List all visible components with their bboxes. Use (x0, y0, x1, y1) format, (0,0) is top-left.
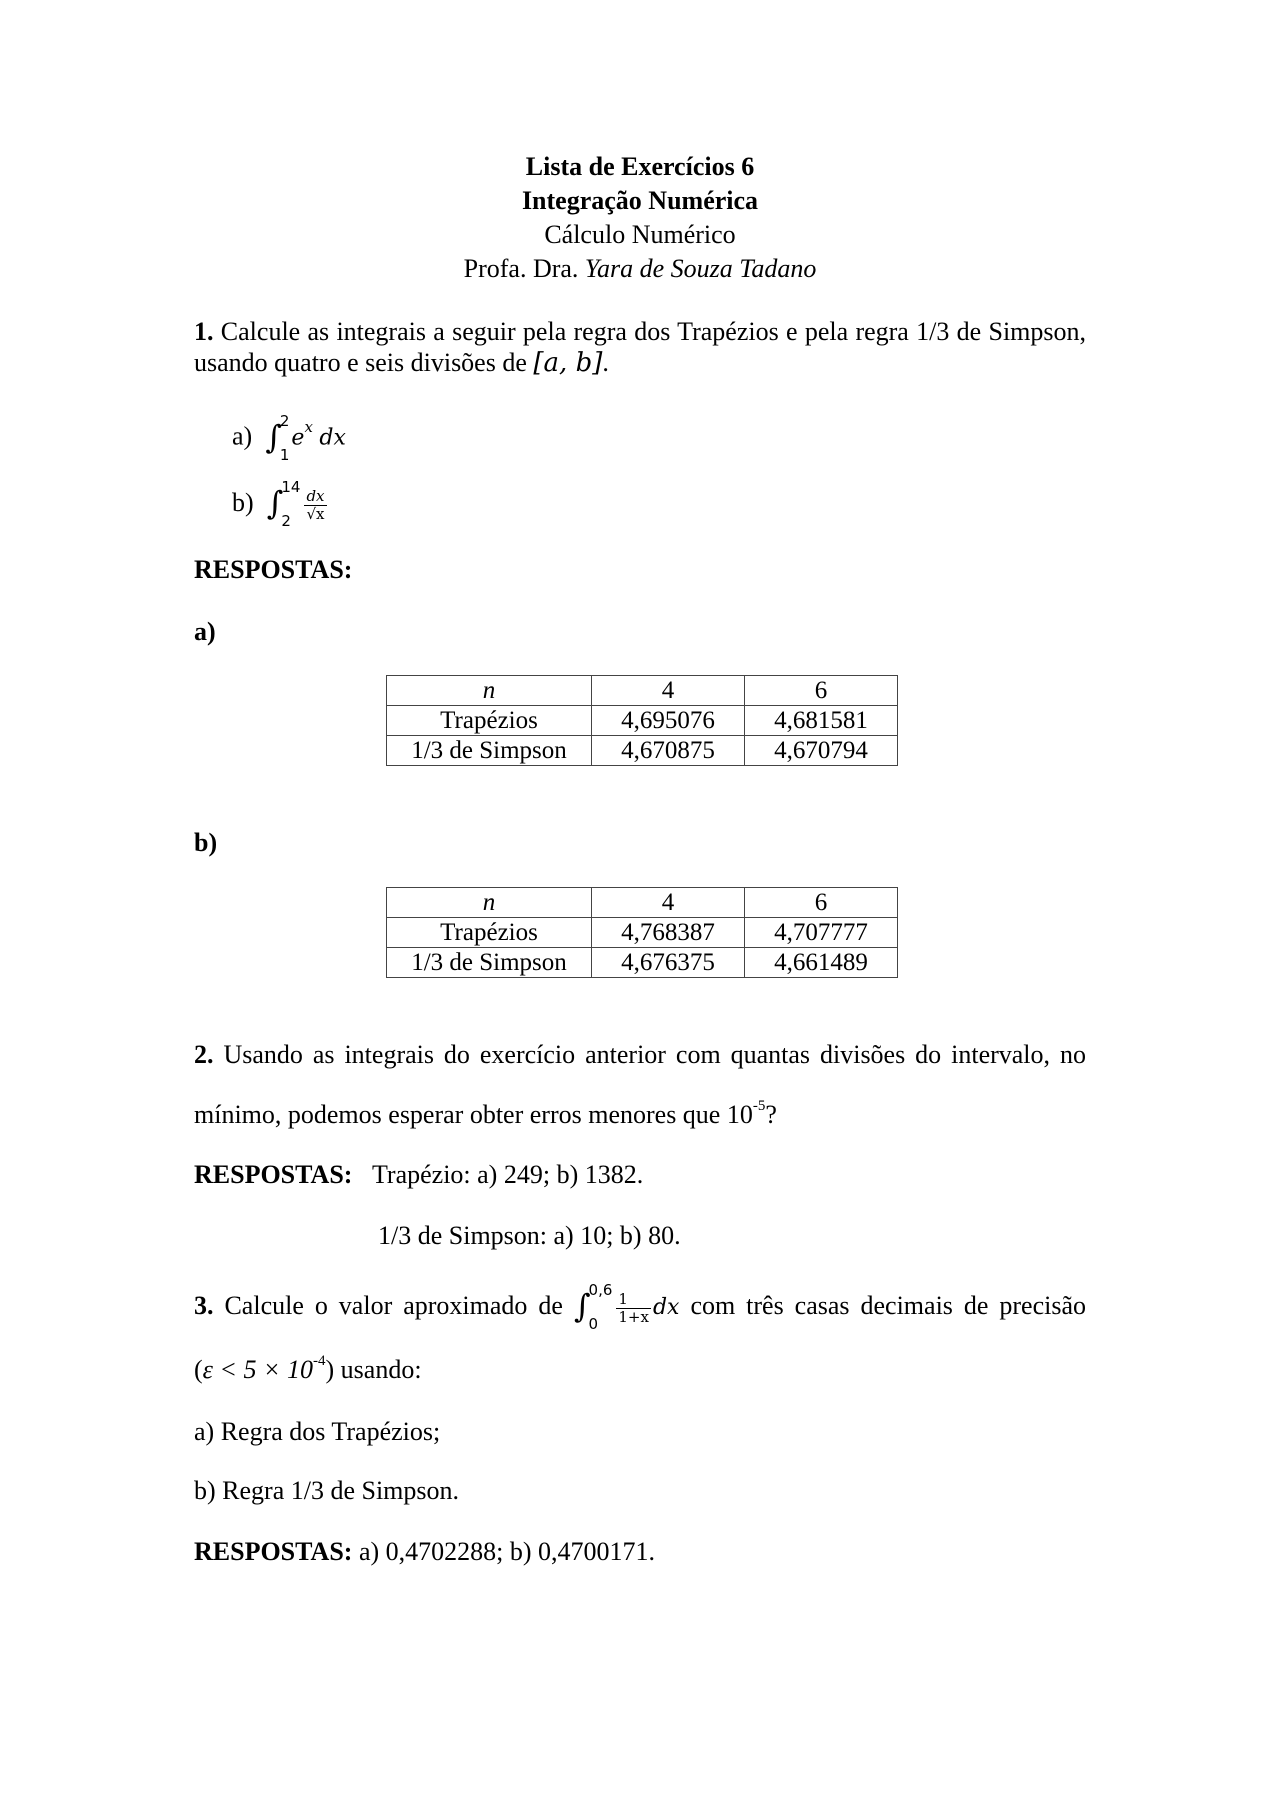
interval-a-b: [a, b] (533, 348, 603, 378)
results-table-a (386, 675, 898, 766)
integral-limits (588, 1281, 613, 1334)
epsilon-condition: ε < 5 × 10 (202, 1355, 314, 1384)
exercise-1-item-a (232, 410, 1124, 464)
professor-prefix: Profa. Dra. (463, 254, 579, 283)
exercise-3-item-b: b) Regra 1/3 de Simpson. (194, 1476, 460, 1505)
table-row (387, 918, 898, 948)
exercise-2-statement-line2 (194, 1100, 1086, 1130)
table-row (387, 706, 898, 736)
integrand-fraction (304, 488, 326, 523)
table-cell: 4,676375 (592, 948, 745, 978)
professor-name: Yara de Souza Tadano (584, 254, 817, 283)
exercise-2-answer-simpson (378, 1221, 1270, 1251)
exercise-1-statement (194, 316, 1086, 347)
exercise-3-number: 3. (194, 1291, 214, 1320)
integrand: e (291, 425, 305, 451)
item-label: b) (232, 488, 254, 517)
table-cell: 6 (745, 676, 898, 706)
table-b-label: b) (194, 828, 218, 857)
table-cell: Trapézios (387, 918, 592, 948)
answer-simpson: 1/3 de Simpson: a) 10; b) 80. (378, 1221, 681, 1250)
exercise-1-number: 1. (194, 317, 214, 346)
table-cell: 4,670875 (592, 736, 745, 766)
results-table-b (386, 887, 898, 978)
exercise-2-text-line1: Usando as integrais do exercício anterior com quantas divisões do intervalo, no (223, 1040, 1086, 1069)
exponent: x (304, 418, 313, 436)
differential: dx (319, 425, 346, 451)
table-cell: 4 (592, 676, 745, 706)
table-row (387, 736, 898, 766)
document-subtitle: Integração Numérica (521, 186, 759, 215)
document-header (0, 150, 1280, 286)
table-cell: 4,695076 (592, 706, 745, 736)
open-paren: ( (194, 1355, 203, 1384)
differential: dx (652, 1295, 680, 1320)
denominator: 1+x (618, 1307, 649, 1326)
integral-limits (279, 411, 290, 464)
table-cell: n (387, 676, 592, 706)
exercise-1-item-b (232, 478, 1124, 531)
document-title: Lista de Exercícios 6 (525, 152, 755, 181)
integral-sign: ∫ (265, 417, 282, 456)
upper-limit: 0,6 (588, 1281, 613, 1300)
table-cell: 4,681581 (745, 706, 898, 736)
table-row (387, 948, 898, 978)
table-cell: 4 (592, 888, 745, 918)
table-cell: 4,707777 (745, 918, 898, 948)
table-cell: Trapézios (387, 706, 592, 736)
exercise-3-statement (194, 1280, 1086, 1334)
table-a-label: a) (194, 617, 216, 646)
respostas-label: RESPOSTAS: (194, 1160, 353, 1189)
professor-line (0, 252, 1280, 286)
respostas-heading: RESPOSTAS: (194, 555, 353, 584)
exponent: -5 (752, 1098, 766, 1115)
exercise-3-integral (573, 1281, 680, 1334)
table-header-row (387, 888, 898, 918)
exercise-2-text-line2: mínimo, podemos esperar obter erros menores que 10 (194, 1100, 753, 1129)
exercise-3-text-usando: ) usando: (325, 1355, 422, 1384)
respostas-label: RESPOSTAS: (194, 1537, 353, 1566)
exercise-2-statement (194, 1040, 1086, 1070)
table-cell: 4,661489 (745, 948, 898, 978)
question-mark: ? (765, 1100, 777, 1129)
course-name: Cálculo Numérico (544, 220, 736, 249)
numerator: dx (306, 486, 325, 505)
table-cell: 1/3 de Simpson (387, 948, 592, 978)
integral-sign: ∫ (266, 484, 284, 522)
upper-limit: 2 (279, 411, 290, 430)
item-label: a) (232, 421, 253, 451)
table-header-row (387, 676, 898, 706)
table-cell: 6 (745, 888, 898, 918)
lower-limit: 0 (588, 1315, 599, 1334)
lower-limit: 2 (281, 512, 291, 531)
exercise-3-text-post: com três casas decimais de precisão (690, 1291, 1086, 1320)
table-cell: 1/3 de Simpson (387, 736, 592, 766)
upper-limit: 14 (281, 478, 301, 497)
exercise-3-answer (194, 1537, 1086, 1567)
denominator: √x (306, 504, 325, 523)
exercise-1-statement-line2 (194, 347, 1086, 379)
table-cell: 4,768387 (592, 918, 745, 948)
exercise-2-number: 2. (194, 1040, 214, 1069)
exercise-1-text-line1: Calcule as integrais a seguir pela regra dos Trapézios e pela regra 1/3 de Simpson, (220, 317, 1087, 346)
exercise-2-answer (194, 1160, 1086, 1190)
answer-trapezio: Trapézio: a) 249; b) 1382. (371, 1160, 644, 1189)
table-cell: 4,670794 (745, 736, 898, 766)
integral-sign: ∫ (573, 1287, 591, 1325)
table-cell: n (387, 888, 592, 918)
exercise-3-statement-line2 (194, 1355, 1086, 1385)
lower-limit: 1 (279, 445, 290, 464)
numerator: 1 (616, 1291, 651, 1309)
exercise-3-item-a: a) Regra dos Trapézios; (194, 1417, 441, 1446)
exercise-1-text-line2: usando quatro e seis divisões de (194, 348, 534, 377)
integrand-fraction (616, 1291, 651, 1326)
integral-limits (281, 478, 301, 531)
exercise-3-text-pre: Calcule o valor aproximado de (224, 1291, 563, 1320)
answer-values: a) 0,4702288; b) 0,4700171. (358, 1537, 656, 1566)
period: . (602, 348, 609, 377)
exponent: -4 (313, 1353, 326, 1370)
